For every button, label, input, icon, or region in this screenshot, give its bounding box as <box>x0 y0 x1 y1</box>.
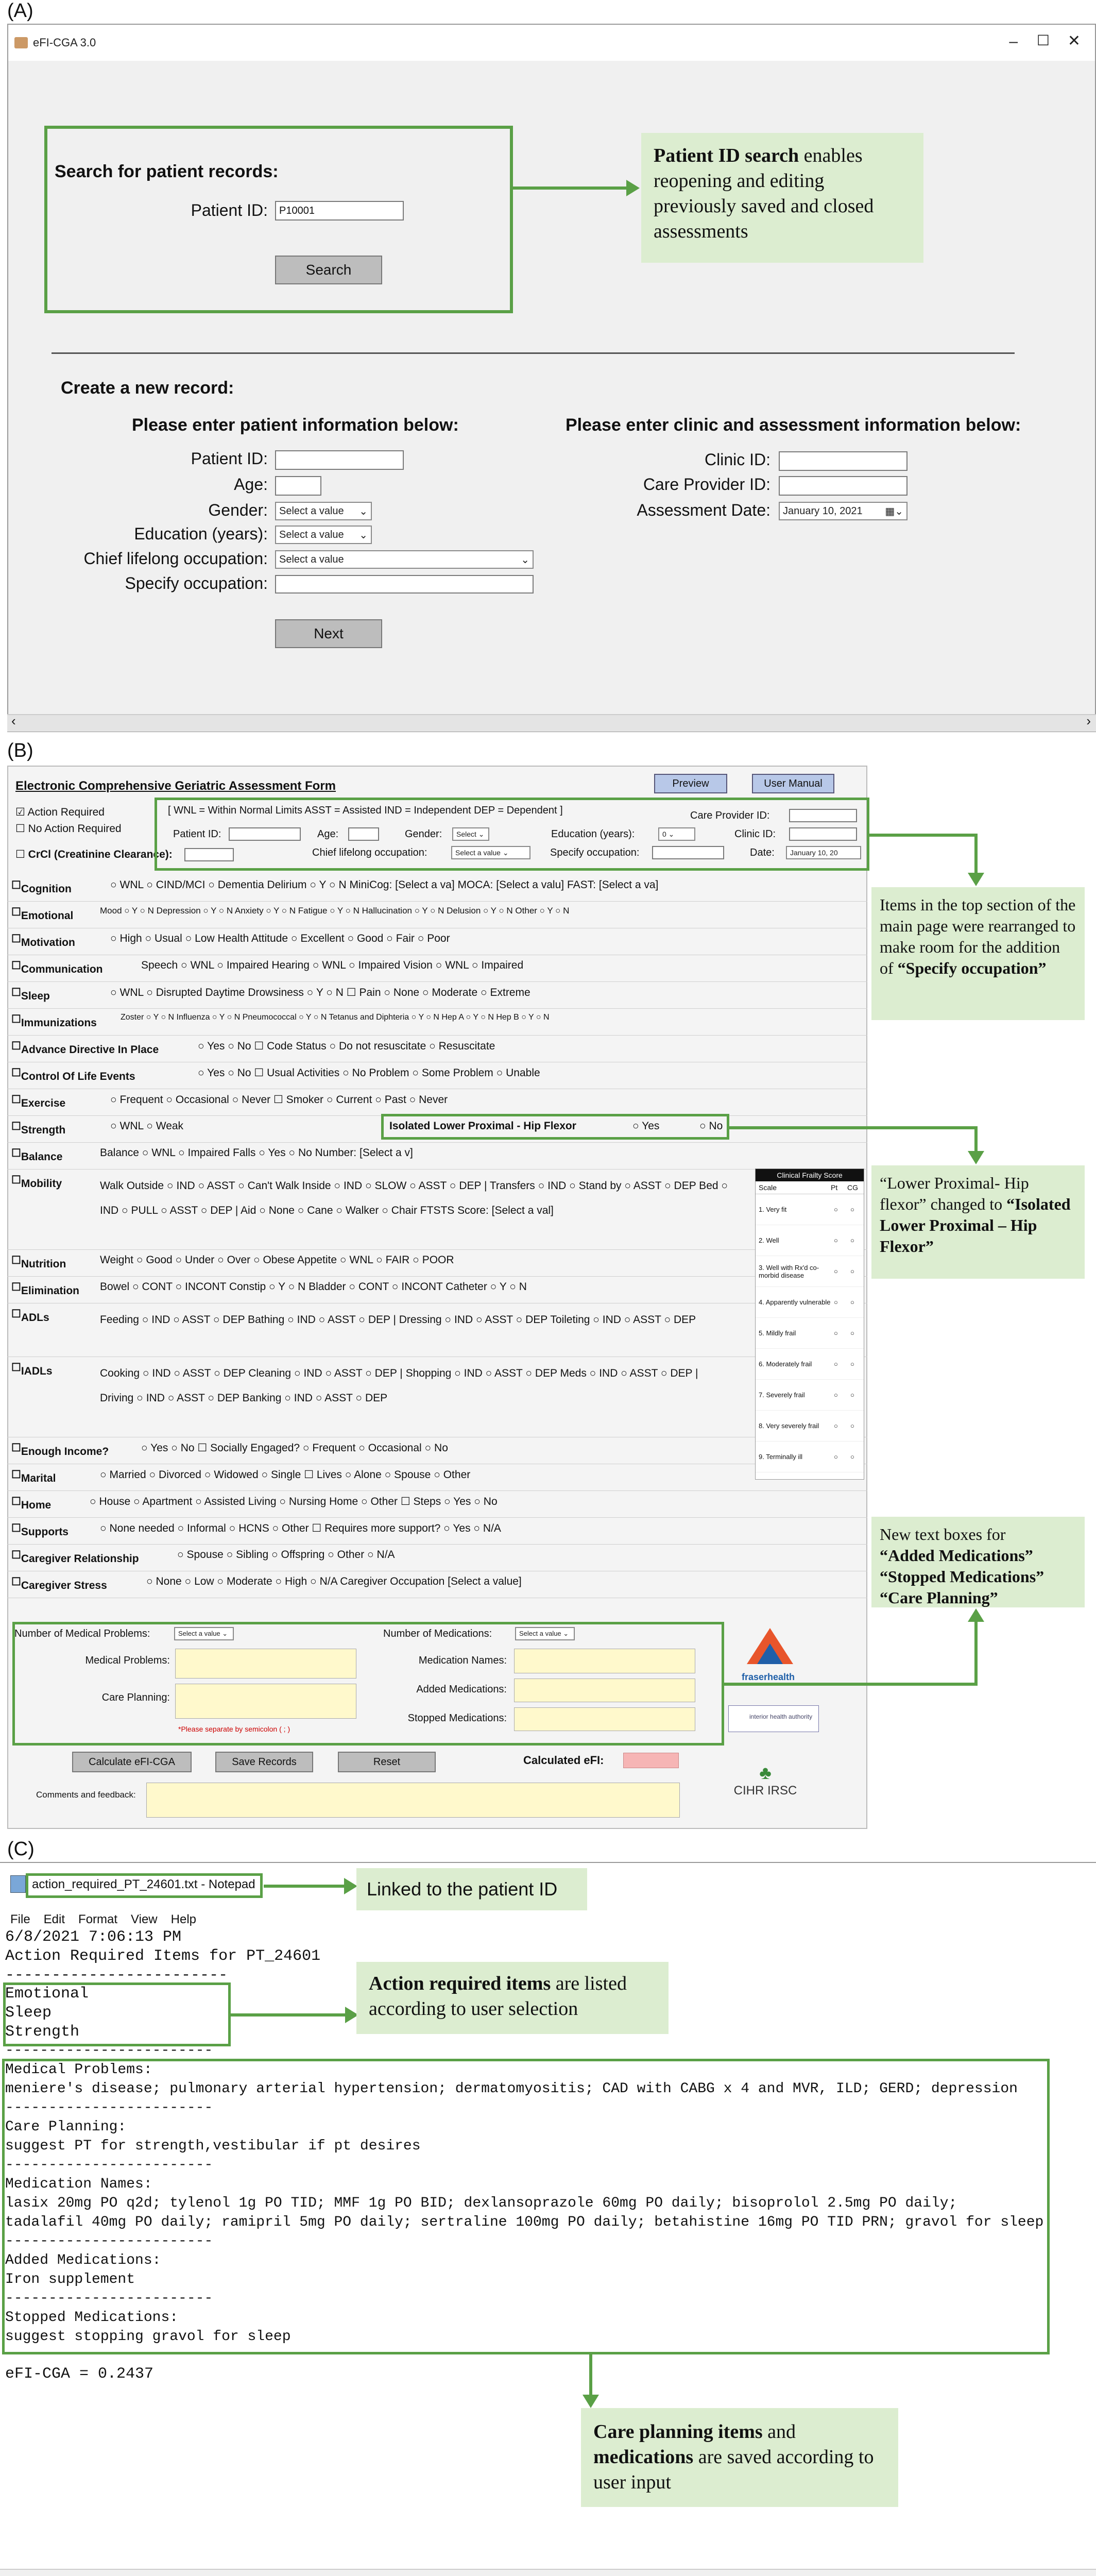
gender-value: Select a value <box>279 505 344 517</box>
calculated-efi-label: Calculated eFI: <box>523 1754 604 1767</box>
provider-id-input[interactable] <box>779 476 907 496</box>
stopped-meds-textbox[interactable] <box>514 1707 695 1731</box>
top-gender-select[interactable]: Select ⌄ <box>452 827 489 841</box>
row-items[interactable]: ○ Married ○ Divorced ○ Widowed ○ Single ☐ Lives ○ Alone ○ Spouse ○ Other <box>100 1469 471 1481</box>
row-name: Caregiver Stress <box>21 1580 107 1591</box>
row-name: Emotional <box>21 910 74 922</box>
row-items[interactable]: Feeding ○ IND ○ ASST ○ DEP Bathing ○ IND ○ ASST ○ DEP | Dressing ○ IND ○ ASST ○ DEP Toileting ○ IND ○ ASST ○ DEP <box>100 1314 696 1326</box>
row-name: Marital <box>21 1472 56 1484</box>
chevron-down-icon: ⌄ <box>359 505 368 517</box>
frailty-header <box>756 1181 864 1194</box>
chevron-down-icon: ⌄ <box>521 554 529 566</box>
top-age-label: Age: <box>317 828 339 840</box>
status-bar <box>0 2569 1096 2576</box>
callout3-bold3: “Care Planning” <box>880 1588 998 1607</box>
added-meds-textbox[interactable] <box>514 1679 695 1702</box>
interior-health-logo: interior health authority <box>728 1705 819 1732</box>
row-name: Control Of Life Events <box>21 1071 135 1082</box>
search-button[interactable]: Search <box>275 256 382 284</box>
row-name: Immunizations <box>21 1017 97 1029</box>
frailty-item[interactable] <box>756 1256 864 1287</box>
callout1-arrow-head <box>968 873 984 886</box>
callout1-arrow-h <box>869 834 978 837</box>
row-name: Supports <box>21 1526 68 1538</box>
top-education-select[interactable]: 0 ⌄ <box>658 827 695 841</box>
callout2-text: “Lower Proximal- Hip flexor” changed to <box>880 1174 1029 1213</box>
chevron-down-icon: ⌄ <box>359 529 368 541</box>
care-callout-bold2: medications <box>593 2446 694 2468</box>
maximize-icon[interactable]: ☐ <box>1036 32 1050 48</box>
notepad-efi-line: eFI-CGA = 0.2437 <box>5 2365 154 2383</box>
calculate-button[interactable]: Calculate eFI-CGA <box>72 1752 192 1772</box>
comments-textbox[interactable] <box>146 1783 680 1818</box>
row-items[interactable]: Mood ○ Y ○ N Depression ○ Y ○ N Anxiety ○ Y ○ N Fatigue ○ Y ○ N Hallucination ○ Y ○ N Delusion ○ Y ○ N Other ○ Y ○ N <box>100 906 570 916</box>
callout3-text: New text boxes for <box>880 1525 1006 1544</box>
frailty-item[interactable] <box>756 1349 864 1380</box>
panel-c-label: (C) <box>7 1838 35 1860</box>
top-provider-label: Care Provider ID: <box>690 810 770 821</box>
callout2-arrow-v <box>974 1126 978 1152</box>
row-name: ADLs <box>21 1312 49 1324</box>
action-required-checkbox[interactable]: ☑ Action Required <box>15 806 105 818</box>
frailty-col-scale: Scale <box>759 1183 777 1192</box>
form-title: Electronic Comprehensive Geriatric Assessment Form <box>15 779 336 793</box>
top-specify-label: Specify occupation: <box>550 847 640 858</box>
row-supports[interactable]: ☐ Supports ○ None needed ○ Informal ○ HCNS ○ Other ☐ Requires more support? ○ Yes ○ N/A <box>7 1518 867 1545</box>
row-name: Sleep <box>21 990 50 1002</box>
frailty-cg-radio[interactable]: ○ <box>850 1206 854 1213</box>
row-name: Balance <box>21 1151 63 1163</box>
frailty-item[interactable] <box>756 1411 864 1442</box>
frailty-pt-radio[interactable]: ○ <box>834 1329 838 1337</box>
med-names-label: Medication Names: <box>418 1655 507 1666</box>
top-fields-highlight <box>155 798 869 871</box>
crcl-label: CrCl (Creatinine Clearance): <box>28 849 173 860</box>
patient-info-heading: Please enter patient information below: <box>132 415 459 435</box>
specify-input[interactable] <box>275 575 534 594</box>
frailty-pt-radio[interactable]: ○ <box>834 1298 838 1306</box>
reset-button[interactable]: Reset <box>338 1752 436 1772</box>
callout2-bold: “Isolated Lower Proximal – Hip Flexor” <box>880 1195 1071 1256</box>
frailty-pt-radio[interactable]: ○ <box>834 1236 838 1244</box>
arrow-head <box>626 180 640 196</box>
row-items[interactable]: ○ House ○ Apartment ○ Assisted Living ○ Nursing Home ○ Other ☐ Steps ○ Yes ○ No <box>90 1496 498 1507</box>
frailty-item-label: 4. Apparently vulnerable <box>759 1298 831 1306</box>
comments-label: Comments and feedback: <box>36 1790 136 1800</box>
education-label: Education (years): <box>134 524 268 543</box>
fraser-logo <box>742 1623 798 1680</box>
row-name: IADLs <box>21 1365 53 1377</box>
gender-select[interactable] <box>275 502 372 520</box>
linked-id-callout: Linked to the patient ID <box>356 1868 587 1910</box>
scroll-left-icon[interactable]: ‹ <box>11 713 16 728</box>
frailty-item[interactable] <box>756 1318 864 1349</box>
row-cognition[interactable]: ☐ Cognition ○ WNL ○ CIND/MCI ○ Dementia Delirium ○ Y ○ N MiniCog: [Select a va] MOCA: [Select a valu] FAST: [Select a va] <box>7 875 867 902</box>
callout3-arrow-head <box>968 1608 984 1622</box>
frailty-pt-radio[interactable]: ○ <box>834 1360 838 1368</box>
row-motivation[interactable]: ☐ Motivation ○ High ○ Usual ○ Low Health Attitude ○ Excellent ○ Good ○ Fair ○ Poor <box>7 928 867 955</box>
frailty-cg-radio[interactable]: ○ <box>850 1236 854 1244</box>
row-items[interactable]: ○ Spouse ○ Sibling ○ Offspring ○ Other ○ N/A <box>177 1549 395 1561</box>
frailty-cg-radio[interactable]: ○ <box>850 1298 854 1306</box>
leaf-icon: ♣ <box>759 1762 772 1783</box>
medical-problems-label: Medical Problems: <box>85 1655 170 1666</box>
cihr-logo <box>729 1762 801 1814</box>
top-occupation-select[interactable]: Select a value ⌄ <box>451 846 530 859</box>
stopped-meds-label: Stopped Medications: <box>407 1713 507 1724</box>
num-problems-label: Number of Medical Problems: <box>14 1628 150 1639</box>
frailty-item[interactable] <box>756 1287 864 1318</box>
frailty-cg-radio[interactable]: ○ <box>850 1360 854 1368</box>
row-items[interactable]: Cooking ○ IND ○ ASST ○ DEP Cleaning ○ IND ○ ASST ○ DEP | Shopping ○ IND ○ ASST ○ DEP Meds ○ IND ○ ASST ○ DEP | Driving ○ IND ○ ASST ○ DEP Banking ○ IND ○ ASST ○ DEP <box>100 1367 698 1404</box>
row-name: Elimination <box>21 1285 80 1297</box>
hip-flexor-highlight <box>381 1114 729 1140</box>
care-arrow-v <box>589 2354 592 2396</box>
menu-help[interactable]: Help <box>170 1912 196 1926</box>
no-action-label: No Action Required <box>28 823 122 835</box>
user-manual-button[interactable]: User Manual <box>752 774 834 793</box>
save-records-button[interactable]: Save Records <box>215 1752 313 1772</box>
frailty-pt-radio[interactable]: ○ <box>834 1453 838 1461</box>
provider-id-label: Care Provider ID: <box>643 475 770 494</box>
callout2-arrow-head <box>968 1151 984 1164</box>
top-patient-id-label: Patient ID: <box>173 828 221 840</box>
frailty-item[interactable] <box>756 1442 864 1472</box>
care-arrow-head <box>583 2395 599 2408</box>
frailty-cg-radio[interactable]: ○ <box>850 1267 854 1275</box>
notepad-action-text: Emotional Sleep Strength <box>5 1985 89 2041</box>
title-arrow-head <box>344 1878 357 1894</box>
frailty-cg-radio[interactable]: ○ <box>850 1329 854 1337</box>
age-input[interactable] <box>275 476 321 496</box>
top-gender-label: Gender: <box>405 828 442 840</box>
row-name: Home <box>21 1499 52 1511</box>
row-items[interactable]: ○ High ○ Usual ○ Low Health Attitude ○ Excellent ○ Good ○ Fair ○ Poor <box>110 933 450 944</box>
cihr-logo-text: CIHR IRSC <box>733 1784 797 1798</box>
age-label: Age: <box>234 475 268 494</box>
frailty-cg-radio[interactable]: ○ <box>850 1453 854 1461</box>
fraser-logo-mark <box>742 1623 798 1669</box>
search-patient-id-label: Patient ID: <box>191 201 268 219</box>
added-meds-label: Added Medications: <box>416 1684 507 1695</box>
row-marital[interactable]: ☐ Marital ○ Married ○ Divorced ○ Widowed ○ Single ☐ Lives ○ Alone ○ Spouse ○ Other <box>7 1464 867 1491</box>
gender-label: Gender: <box>208 501 268 519</box>
notepad-menu <box>10 1912 196 1927</box>
frailty-item-label: 2. Well <box>759 1236 779 1244</box>
menu-edit[interactable]: Edit <box>43 1912 65 1926</box>
calculated-efi-value <box>623 1753 679 1768</box>
care-callout-text2: are saved according to user input <box>593 2446 874 2493</box>
row-items[interactable]: Walk Outside ○ IND ○ ASST ○ Can't Walk Inside ○ IND ○ SLOW ○ ASST ○ DEP | Transfers ○ IND ○ Stand by ○ ASST ○ DEP Bed ○ IND ○ PULL ○ ASST ○ DEP | Aid ○ None ○ Cane ○ Walker ○ Chair FTSTS Score: [Select a val] <box>100 1180 728 1216</box>
window-title: eFI-CGA 3.0 <box>33 36 96 49</box>
row-name: Mobility <box>21 1178 62 1190</box>
next-button[interactable]: Next <box>275 619 382 648</box>
row-caregiver-rel[interactable]: ☐ Caregiver Relationship ○ Spouse ○ Sibling ○ Offspring ○ Other ○ N/A <box>7 1545 867 1571</box>
form-rows <box>7 875 867 1637</box>
frailty-item[interactable] <box>756 1225 864 1256</box>
row-name: Caregiver Relationship <box>21 1553 139 1565</box>
frailty-pt-radio[interactable]: ○ <box>834 1206 838 1213</box>
row-iadls[interactable]: ☐ IADLs Cooking ○ IND ○ ASST ○ DEP Cleaning ○ IND ○ ASST ○ DEP | Shopping ○ IND ○ ASST ○ DEP Meds ○ IND ○ ASST ○ DEP | Driving ○ IND ○ ASST ○ DEP Banking ○ IND ○ ASST ○ DEP <box>7 1357 867 1437</box>
callout1-bold: “Specify occupation” <box>897 959 1047 977</box>
row-control-life[interactable]: ☐ Control Of Life Events ○ Yes ○ No ☐ Usual Activities ○ No Problem ○ Some Problem ○ Unable <box>7 1062 867 1089</box>
no-action-checkbox[interactable]: ☐ No Action Required <box>15 823 122 835</box>
frailty-item-label: 1. Very fit <box>759 1206 787 1213</box>
action-arrow <box>231 2013 346 2016</box>
frailty-item[interactable] <box>756 1380 864 1411</box>
action-items-callout <box>356 1962 669 2034</box>
med-names-textbox[interactable] <box>514 1649 695 1673</box>
frailty-pt-radio[interactable]: ○ <box>834 1267 838 1275</box>
hip-yes-radio[interactable]: ○ Yes <box>632 1120 660 1132</box>
num-meds-label: Number of Medications: <box>383 1628 492 1639</box>
close-icon[interactable]: ✕ <box>1067 32 1081 49</box>
frailty-item-label: 9. Terminally ill <box>759 1453 803 1461</box>
panel-a-label: (A) <box>7 0 33 22</box>
frailty-item[interactable] <box>756 1194 864 1225</box>
row-name: Communication <box>21 963 103 975</box>
specify-occupation-callout <box>871 887 1085 1020</box>
frailty-list <box>756 1194 864 1472</box>
callout-bold: Patient ID search <box>654 145 799 166</box>
app-icon <box>14 37 28 48</box>
row-immunizations[interactable]: ☐ Immunizations Zoster ○ Y ○ N Influenza ○ Y ○ N Pneumococcal ○ Y ○ N Tetanus and Diphteria ○ Y ○ N Hep A ○ Y ○ N Hep B ○ Y ○ N <box>7 1009 867 1036</box>
menu-file[interactable]: File <box>10 1912 30 1926</box>
frailty-cg-radio[interactable]: ○ <box>850 1422 854 1430</box>
num-problems-select[interactable]: Select a value ⌄ <box>174 1627 234 1640</box>
new-textboxes-callout <box>871 1517 1085 1607</box>
hip-flexor-label: Isolated Lower Proximal - Hip Flexor <box>389 1120 576 1132</box>
patient-id-search-callout <box>641 133 923 263</box>
row-strength[interactable]: ☐ Strength ○ WNL ○ Weak Isolated Lower Proximal - Hip Flexor ○ Yes ○ No <box>7 1116 867 1143</box>
clinic-id-label: Clinic ID: <box>704 450 770 469</box>
row-items[interactable]: ○ Yes ○ No ☐ Socially Engaged? ○ Frequent ○ Occasional ○ No <box>141 1442 448 1454</box>
row-caregiver-stress[interactable]: ☐ Caregiver Stress ○ None ○ Low ○ Moderate ○ High ○ N/A Caregiver Occupation [Select a value] <box>7 1571 867 1598</box>
search-heading: Search for patient records: <box>55 162 279 181</box>
search-patient-id-input[interactable]: P10001 <box>275 201 404 221</box>
notepad-title: action_required_PT_24601.txt - Notepad <box>32 1877 255 1891</box>
notepad-body-text: ------------------------ Medical Problems: meniere's disease; pulmonary arterial hypertension; dermatomyositis; CAD with CABG x 4 and MVR, ILD; GERD; depression ------------------------ Care Planning: suggest PT for strength,vestibular if pt desires ------------------------ Medication Names: lasix 20mg PO q2d; tylenol 1g PO TID; MMF 1g PO BID; dexlansoprazole 60mg PO daily; bisoprolol 2.5mg PO daily; tadalafil 40mg PO daily; ramipril 5mg PO daily; sertraline 100mg PO daily; betahistine 16mg PO TID PRN; gravol for sleep ------------------------ Added Medications: Iron supplement ------------------------ Stopped Medications: suggest stopping gravol for sleep <box>5 2043 1044 2345</box>
callout1-text: Items in the top section of the main page were rearranged to make room for the addition of <box>880 895 1076 977</box>
occupation-select[interactable] <box>275 550 534 569</box>
row-home[interactable]: ☐ Home ○ House ○ Apartment ○ Assisted Living ○ Nursing Home ○ Other ☐ Steps ○ Yes ○ No <box>7 1491 867 1518</box>
row-name: Advance Directive In Place <box>21 1044 159 1056</box>
frailty-col-cg: CG <box>847 1183 858 1192</box>
frailty-title: Clinical Frailty Score <box>756 1169 864 1181</box>
num-meds-select[interactable]: Select a value ⌄ <box>515 1627 575 1640</box>
care-planning-label: Care Planning: <box>101 1692 170 1703</box>
notepad-icon <box>10 1875 26 1893</box>
row-items[interactable]: ○ Yes ○ No ☐ Usual Activities ○ No Problem ○ Some Problem ○ Unable <box>198 1067 540 1079</box>
frailty-item-label: 8. Very severely frail <box>759 1422 819 1430</box>
notepad-header-text: 6/8/2021 7:06:13 PM Action Required Items for PT_24601 ------------------------ <box>5 1928 321 1984</box>
row-items[interactable]: Balance ○ WNL ○ Impaired Falls ○ Yes ○ No Number: [Select a v] <box>100 1147 413 1159</box>
hip-no-radio[interactable]: ○ No <box>699 1120 723 1132</box>
action-callout-text: are listed according to user selection <box>369 1973 627 2020</box>
frailty-item-label: 5. Mildly frail <box>759 1329 796 1337</box>
row-advance-directive[interactable]: ☐ Advance Directive In Place ○ Yes ○ No ☐ Code Status ○ Do not resuscitate ○ Resuscitate <box>7 1036 867 1062</box>
row-name: Cognition <box>21 883 72 895</box>
callout3-bold1: “Added Medications” <box>880 1546 1033 1565</box>
clinic-info-heading: Please enter clinic and assessment information below: <box>566 415 1021 435</box>
callout2-arrow-h <box>729 1126 978 1129</box>
frailty-pt-radio[interactable]: ○ <box>834 1422 838 1430</box>
patient-id-input[interactable] <box>275 450 404 470</box>
row-balance[interactable]: ☐ Balance Balance ○ WNL ○ Impaired Falls ○ Yes ○ No Number: [Select a v] <box>7 1143 867 1170</box>
fraser-logo-text: fraserhealth <box>742 1672 795 1682</box>
row-items[interactable]: ○ WNL ○ Weak <box>110 1120 184 1132</box>
frailty-item-label: 3. Well with Rx'd co-morbid disease <box>759 1263 819 1279</box>
row-name: Exercise <box>21 1097 66 1109</box>
frailty-cg-radio[interactable]: ○ <box>850 1391 854 1399</box>
specify-label: Specify occupation: <box>125 574 268 592</box>
row-items[interactable]: ○ None needed ○ Informal ○ HCNS ○ Other ☐ Requires more support? ○ Yes ○ N/A <box>100 1522 501 1534</box>
semicolon-note: *Please separate by semicolon ( ; ) <box>178 1725 290 1733</box>
row-items[interactable]: ○ Frequent ○ Occasional ○ Never ☐ Smoker ○ Current ○ Past ○ Never <box>110 1094 448 1106</box>
top-date-label: Date: <box>750 847 775 858</box>
row-communication[interactable]: ☐ Communication Speech ○ WNL ○ Impaired Hearing ○ WNL ○ Impaired Vision ○ WNL ○ Impaired <box>7 955 867 982</box>
assessment-date-picker[interactable] <box>779 502 907 520</box>
legend-text: [ WNL = Within Normal Limits ASST = Assisted IND = Independent DEP = Dependent ] <box>168 805 563 816</box>
row-items[interactable]: Weight ○ Good ○ Under ○ Over ○ Obese Appetite ○ WNL ○ FAIR ○ POOR <box>100 1254 454 1266</box>
occupation-label: Chief lifelong occupation: <box>83 549 268 568</box>
row-items[interactable]: Zoster ○ Y ○ N Influenza ○ Y ○ N Pneumococcal ○ Y ○ N Tetanus and Diphteria ○ Y ○ N Hep A ○ Y ○ N Hep B ○ Y ○ N <box>121 1013 550 1022</box>
callout1-arrow-v <box>974 834 978 874</box>
row-name: Strength <box>21 1124 66 1136</box>
callout3-arrow-v <box>974 1621 978 1685</box>
row-sleep[interactable]: ☐ Sleep ○ WNL ○ Disrupted Daytime Drowsiness ○ Y ○ N ☐ Pain ○ None ○ Moderate ○ Extreme <box>7 982 867 1009</box>
row-elimination[interactable]: ☐ Elimination Bowel ○ CONT ○ INCONT Constip ○ Y ○ N Bladder ○ CONT ○ INCONT Catheter ○ Y ○ N <box>7 1277 867 1303</box>
action-callout-bold: Action required items <box>369 1973 551 1994</box>
top-date-value: January 10, 20 <box>790 849 838 857</box>
divider <box>52 352 1015 354</box>
row-nutrition[interactable]: ☐ Nutrition Weight ○ Good ○ Under ○ Over ○ Obese Appetite ○ WNL ○ FAIR ○ POOR <box>7 1250 867 1277</box>
care-callout-text1: and <box>762 2421 796 2443</box>
top-occupation-label: Chief lifelong occupation: <box>312 847 427 858</box>
scroll-right-icon[interactable]: › <box>1086 713 1091 728</box>
create-heading: Create a new record: <box>61 378 234 398</box>
care-planning-callout <box>581 2408 898 2507</box>
frailty-item-label: 7. Severely frail <box>759 1391 805 1399</box>
row-name: Enough Income? <box>21 1446 109 1458</box>
frailty-col-pt: Pt <box>831 1183 838 1192</box>
row-emotional[interactable]: ☐ Emotional Mood ○ Y ○ N Depression ○ Y ○ N Anxiety ○ Y ○ N Fatigue ○ Y ○ N Hallucination ○ Y ○ N Delusion ○ Y ○ N Other ○ Y ○ N <box>7 902 867 928</box>
title-arrow <box>264 1885 345 1888</box>
row-mobility[interactable]: ☐ Mobility Walk Outside ○ IND ○ ASST ○ Can't Walk Inside ○ IND ○ SLOW ○ ASST ○ DEP | Transfers ○ IND ○ Stand by ○ ASST ○ DEP Bed ○ IND ○ PULL ○ ASST ○ DEP | Aid ○ None ○ Cane ○ Walker ○ Chair FTSTS Score: [Select a val] <box>7 1170 867 1250</box>
panel-b-label: (B) <box>7 740 33 761</box>
education-select[interactable] <box>275 526 372 544</box>
row-name: Motivation <box>21 937 75 948</box>
medical-problems-textbox[interactable] <box>175 1649 356 1679</box>
occupation-value: Select a value <box>279 553 344 565</box>
clinic-id-input[interactable] <box>779 451 907 471</box>
row-items[interactable]: Speech ○ WNL ○ Impaired Hearing ○ WNL ○ Impaired Vision ○ WNL ○ Impaired <box>141 959 524 971</box>
row-items[interactable]: ○ None ○ Low ○ Moderate ○ High ○ N/A Caregiver Occupation [Select a value] <box>146 1575 522 1587</box>
frailty-score-panel <box>755 1168 864 1480</box>
crcl-checkbox[interactable]: ☐ CrCl (Creatinine Clearance): <box>15 849 173 860</box>
row-income[interactable]: ☐ Enough Income? ○ Yes ○ No ☐ Socially Engaged? ○ Frequent ○ Occasional ○ No <box>7 1437 867 1464</box>
arrow-line <box>513 187 627 190</box>
action-required-label: Action Required <box>27 806 105 818</box>
horizontal-scrollbar[interactable] <box>7 714 1096 732</box>
row-items[interactable]: ○ WNL ○ Disrupted Daytime Drowsiness ○ Y ○ N ☐ Pain ○ None ○ Moderate ○ Extreme <box>110 987 530 998</box>
preview-button[interactable]: Preview <box>654 774 727 793</box>
frailty-pt-radio[interactable]: ○ <box>834 1391 838 1399</box>
patient-id-label: Patient ID: <box>191 449 268 468</box>
menu-view[interactable]: View <box>131 1912 158 1926</box>
row-items[interactable]: ○ Yes ○ No ☐ Code Status ○ Do not resuscitate ○ Resuscitate <box>198 1040 495 1052</box>
row-adls[interactable]: ☐ ADLs Feeding ○ IND ○ ASST ○ DEP Bathing ○ IND ○ ASST ○ DEP | Dressing ○ IND ○ ASST ○ DEP Toileting ○ IND ○ ASST ○ DEP <box>7 1303 867 1357</box>
menu-format[interactable]: Format <box>78 1912 118 1926</box>
education-value: Select a value <box>279 529 344 540</box>
row-items[interactable]: Bowel ○ CONT ○ INCONT Constip ○ Y ○ N Bladder ○ CONT ○ INCONT Catheter ○ Y ○ N <box>100 1281 527 1293</box>
top-education-label: Education (years): <box>551 828 635 840</box>
window-titlebar <box>8 25 1095 61</box>
top-clinic-label: Clinic ID: <box>734 828 776 840</box>
callout3-bold2: “Stopped Medications” <box>880 1567 1044 1586</box>
row-items[interactable]: ○ WNL ○ CIND/MCI ○ Dementia Delirium ○ Y ○ N MiniCog: [Select a va] MOCA: [Select a valu] FAST: [Select a va] <box>110 879 659 891</box>
hip-flexor-callout <box>871 1165 1085 1279</box>
row-name: Nutrition <box>21 1258 66 1270</box>
assessment-date-label: Assessment Date: <box>637 501 770 519</box>
frailty-item-label: 6. Moderately frail <box>759 1360 812 1368</box>
callout3-arrow-h <box>724 1683 978 1686</box>
care-planning-textbox[interactable] <box>175 1684 356 1719</box>
date-value: January 10, 2021 <box>783 505 863 517</box>
callout-text: enables reopening and editing previously saved and closed assessments <box>654 145 874 242</box>
minimize-icon[interactable]: – <box>1009 33 1018 50</box>
row-exercise[interactable]: ☐ Exercise ○ Frequent ○ Occasional ○ Never ☐ Smoker ○ Current ○ Past ○ Never <box>7 1089 867 1116</box>
calendar-icon: ▦⌄ <box>885 505 903 517</box>
care-callout-bold1: Care planning items <box>593 2421 763 2443</box>
